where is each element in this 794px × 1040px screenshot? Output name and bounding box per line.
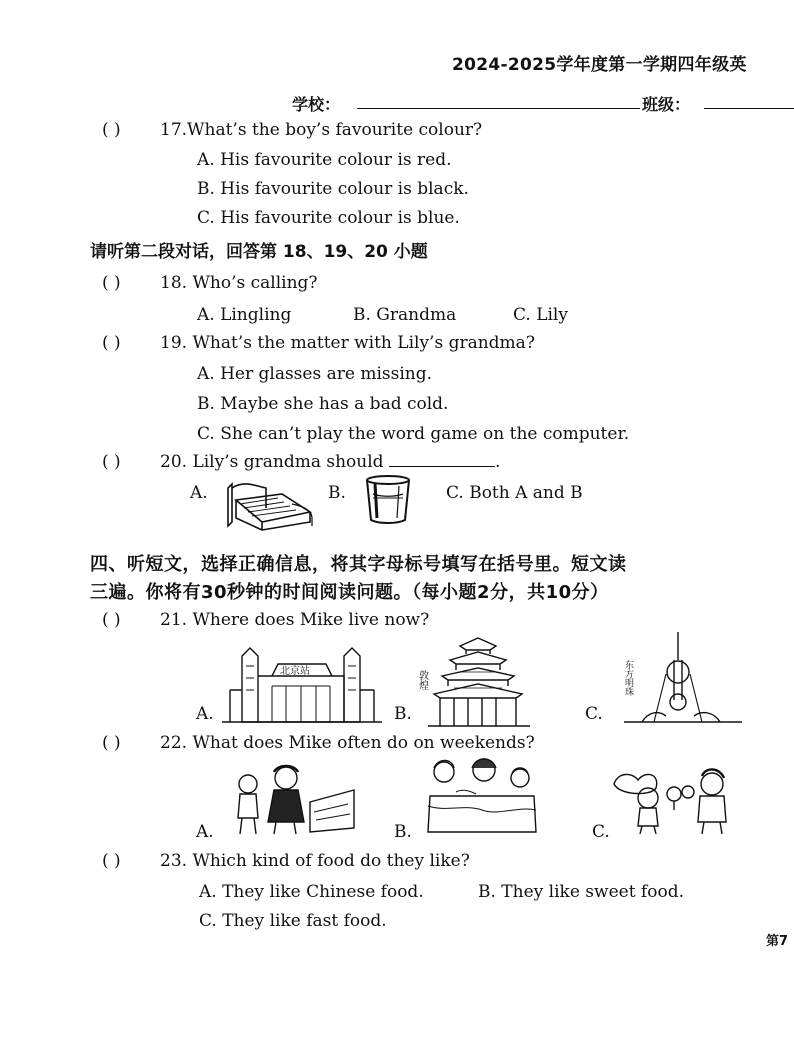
family-at-table-image <box>426 756 538 836</box>
q23-option-b: B. They like sweet food. <box>478 882 684 902</box>
q21-option-b: B. <box>394 704 412 724</box>
answer-paren-18: ( ) <box>102 273 121 293</box>
section-4-instruction-line2: 三遍。你将有30秒钟的时间阅读问题。（每小题2分，共10分） <box>90 582 609 603</box>
answer-paren-17: ( ) <box>102 120 121 140</box>
answer-paren-23: ( ) <box>102 851 121 871</box>
oriental-pearl-tower-image <box>622 630 744 726</box>
school-label: 学校： <box>292 95 341 114</box>
q23-option-c: C. They like fast food. <box>199 911 387 931</box>
school-blank <box>357 108 640 109</box>
answer-paren-20: ( ) <box>102 452 121 472</box>
class-label: 班级： <box>642 95 691 114</box>
q22-option-c: C. <box>592 822 610 842</box>
q18-option-c: C. Lily <box>513 305 568 325</box>
exam-title: 2024-2025学年度第一学期四年级英 <box>452 55 747 75</box>
q17-option-b: B. His favourite colour is black. <box>197 179 469 199</box>
q21-option-c: C. <box>585 704 603 724</box>
q17-option-a: A. His favourite colour is red. <box>197 150 452 170</box>
q17-option-c: C. His favourite colour is blue. <box>197 208 460 228</box>
beijing-station-image <box>222 646 382 724</box>
kids-drawing-image <box>230 762 358 836</box>
q22-option-a: A. <box>196 822 214 842</box>
question-17: 17.What’s the boy’s favourite colour? <box>160 120 483 140</box>
question-19: 19. What’s the matter with Lily’s grandma? <box>160 333 535 353</box>
glass-of-water-image <box>363 474 413 526</box>
answer-paren-19: ( ) <box>102 333 121 353</box>
answer-paren-22: ( ) <box>102 733 121 753</box>
question-21: 21. Where does Mike live now? <box>160 610 430 630</box>
q23-option-a: A. They like Chinese food. <box>199 882 424 902</box>
question-22: 22. What does Mike often do on weekends? <box>160 733 535 753</box>
class-blank <box>704 108 794 109</box>
q19-option-a: A. Her glasses are missing. <box>197 364 432 384</box>
beijing-station-sign: 北京站 <box>280 666 310 677</box>
dunhuang-sign: 敦煌 <box>416 670 428 690</box>
pearl-tower-sign: 东方明珠 <box>623 660 633 696</box>
section-dialogue2-instruction: 请听第二段对话，回答第 18、19、20 小题 <box>90 242 428 262</box>
q20-option-b: B. <box>328 483 346 503</box>
q19-option-b: B. Maybe she has a bad cold. <box>197 394 449 414</box>
q20-option-a: A. <box>190 483 208 503</box>
section-4-instruction-line1: 四、听短文，选择正确信息，将其字母标号填写在括号里。短文读 <box>90 554 627 575</box>
ping-pong-kids-image <box>612 764 736 836</box>
fill-blank <box>389 452 495 467</box>
q18-option-b: B. Grandma <box>353 305 457 325</box>
question-20-text: 20. Lily’s grandma should <box>160 452 384 472</box>
q19-option-c: C. She can’t play the word game on the computer. <box>197 424 630 444</box>
page-number: 第7 <box>766 934 789 949</box>
question-18: 18. Who’s calling? <box>160 273 318 293</box>
q21-option-a: A. <box>196 704 214 724</box>
bed-image <box>222 478 316 536</box>
q18-option-a: A. Lingling <box>197 305 292 325</box>
dunhuang-tower-image <box>416 636 536 728</box>
question-23: 23. Which kind of food do they like? <box>160 851 470 871</box>
question-20: 20. Lily’s grandma should . <box>160 452 501 472</box>
q20-option-c: C. Both A and B <box>446 483 583 503</box>
answer-paren-21: ( ) <box>102 610 121 630</box>
q22-option-b: B. <box>394 822 412 842</box>
